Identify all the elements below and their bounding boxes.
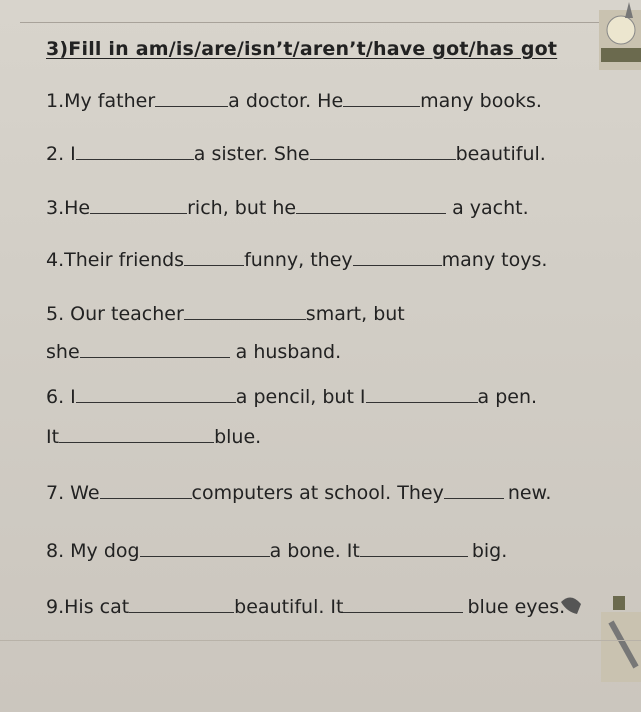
- answer-blank[interactable]: [129, 598, 234, 613]
- sentence-text: 1.My father: [46, 90, 156, 112]
- answer-blank[interactable]: [184, 251, 244, 266]
- sentence-line: [46, 197, 529, 219]
- answer-blank[interactable]: [155, 92, 228, 107]
- answer-blank[interactable]: [310, 145, 456, 160]
- sentence-text: a pencil, but I: [235, 386, 366, 408]
- sentence-text: a bone. It: [269, 540, 360, 562]
- sentence-text: 4.Their friends: [46, 249, 185, 271]
- answer-blank[interactable]: [343, 92, 420, 107]
- exercise-title: 3)Fill in am/is/are/isn’t/aren’t/have got/has got: [46, 38, 558, 60]
- sentence-text: new.: [507, 482, 552, 504]
- sentence-line: [46, 596, 565, 618]
- sentence-text: beautiful. It: [234, 596, 344, 618]
- sentence-text: many toys.: [441, 249, 548, 271]
- answer-blank[interactable]: [100, 484, 192, 499]
- sentence-line: [46, 303, 405, 325]
- page-edge-line: [20, 22, 620, 23]
- answer-blank[interactable]: [343, 598, 463, 613]
- sentence-text: she: [46, 341, 80, 363]
- answer-blank[interactable]: [90, 199, 187, 214]
- answer-blank[interactable]: [353, 251, 442, 266]
- sentence-line: [46, 341, 341, 363]
- answer-blank[interactable]: [366, 388, 478, 403]
- sentence-line: [46, 143, 546, 165]
- answer-blank[interactable]: [76, 388, 236, 403]
- sentence-text: big.: [471, 540, 508, 562]
- sentence-line: [46, 482, 551, 504]
- answer-blank[interactable]: [80, 343, 230, 358]
- sentence-text: 5. Our teacher: [46, 303, 184, 325]
- sentence-line: [46, 386, 537, 408]
- sentence-text: computers at school. They: [191, 482, 444, 504]
- sentence-text: many books.: [420, 90, 542, 112]
- answer-blank[interactable]: [444, 484, 504, 499]
- sentence-text: rich, but he: [187, 197, 297, 219]
- sentence-text: 6. I: [46, 386, 76, 408]
- answer-blank[interactable]: [360, 542, 468, 557]
- sentence-line: [46, 90, 542, 112]
- sentence-text: smart, but: [305, 303, 405, 325]
- answer-blank[interactable]: [296, 199, 446, 214]
- sentence-text: a yacht.: [452, 197, 529, 219]
- sentence-text: 2. I: [46, 143, 76, 165]
- sentence-line: [46, 426, 261, 448]
- sentence-text: 9.His cat: [46, 596, 130, 618]
- answer-blank[interactable]: [59, 428, 214, 443]
- answer-blank[interactable]: [76, 145, 194, 160]
- sentence-text: It: [46, 426, 60, 448]
- sentence-text: 7. We: [46, 482, 100, 504]
- sentence-text: 3.He: [46, 197, 91, 219]
- sentence-line: [46, 540, 507, 562]
- sentence-text: blue.: [214, 426, 262, 448]
- sentence-line: [46, 249, 547, 271]
- sentence-text: 8. My dog: [46, 540, 140, 562]
- sentence-text: beautiful.: [455, 143, 546, 165]
- sentence-text: a husband.: [235, 341, 342, 363]
- sentence-text: blue eyes.: [467, 596, 566, 618]
- sentence-text: funny, they: [244, 249, 353, 271]
- cartoon-decoration-top: [571, 0, 641, 70]
- page-fold-line: [0, 640, 641, 641]
- answer-blank[interactable]: [140, 542, 270, 557]
- sentence-text: a doctor. He: [228, 90, 344, 112]
- answer-blank[interactable]: [184, 305, 306, 320]
- sentence-text: a pen.: [477, 386, 538, 408]
- sentence-text: a sister. She: [193, 143, 310, 165]
